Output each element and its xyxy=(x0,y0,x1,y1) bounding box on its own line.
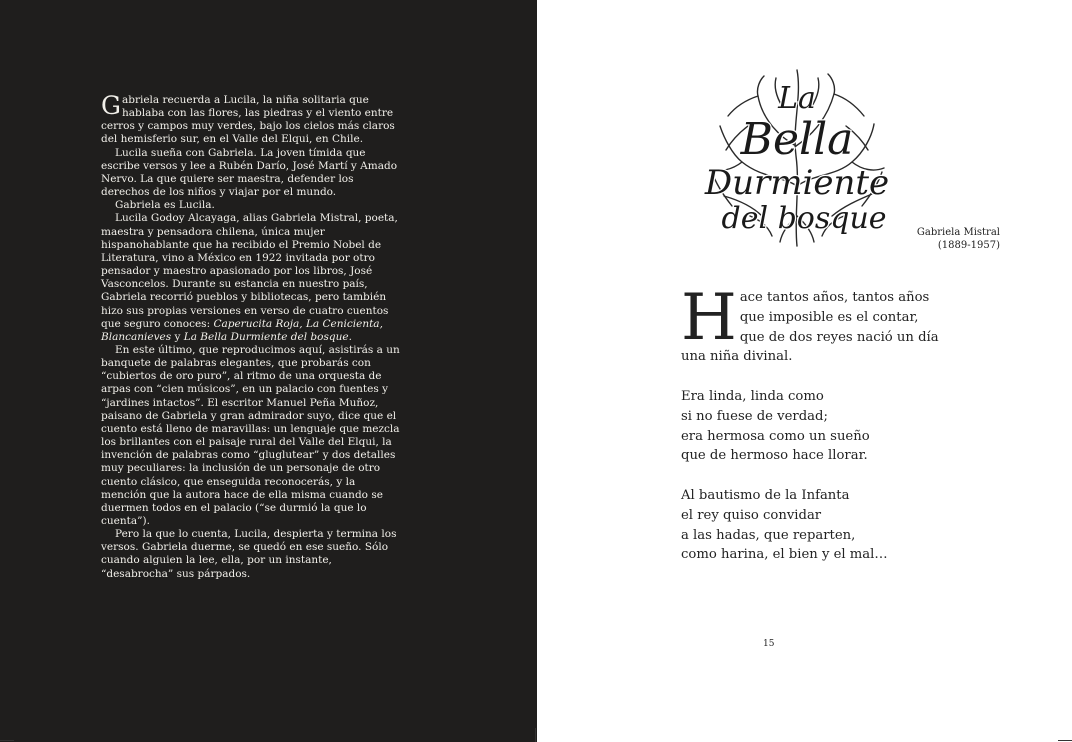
verse-line: que de hermoso hace llorar. xyxy=(681,448,868,464)
intro-paragraph-4-text: Lucila Godoy Alcayaga, alias Gabriela Mistral, poeta, maestra y pensadora chilena, única mujer hispanohablante que ha recibido el Premio Nobel de Literatura, vino a México en 1922 invitada por otro pensador y maestro apasionado por los libros, José Vasconcelos. Durante su estancia en nuestro país, Gabriela recorrió pueblos y bibliotecas, pero también hizo sus propias versiones en verso de cuatro cuentos que seguro conoces: xyxy=(101,212,398,330)
intro-paragraph-4 xyxy=(101,212,401,344)
poem xyxy=(681,281,981,585)
stanza-1 xyxy=(681,281,981,367)
book-titles: Caperucita Roja, La Cenicienta, Blancanieves xyxy=(101,317,383,343)
crop-mark-center xyxy=(535,728,536,742)
intro-period: . xyxy=(348,330,352,343)
verse-line: si no fuese de verdad; xyxy=(681,408,828,424)
verse-line: Era linda, linda como xyxy=(681,388,824,404)
author-credit xyxy=(917,226,1000,252)
intro-dropcap: G xyxy=(101,91,121,120)
verse-line: que imposible es el contar, xyxy=(739,309,919,325)
intro-paragraph-2: Lucila sueña con Gabriela. La joven tímida que escribe versos y lee a Rubén Darío, José Martí y Amado Nervo. La que quiere ser maestra, defender los derechos de los niños y viajar por el mundo. xyxy=(101,146,398,199)
verse-line: una niña divinal. xyxy=(681,349,793,365)
author-name: Gabriela Mistral xyxy=(916,227,1000,238)
crop-mark-left xyxy=(0,740,14,741)
author-years: (1889-1957) xyxy=(937,240,1000,251)
verse-line: como harina, el bien y el mal… xyxy=(681,547,888,563)
intro-text xyxy=(101,91,401,581)
poem-dropcap: H xyxy=(681,281,737,355)
intro-paragraph-1-text: abriela recuerda a Lucila, la niña solitaria que hablaba con las flores, las piedras y el viento entre cerros y campos muy verdes, bajo los cielos más claros del hemisferio sur, en el Valle del Elqui, en Chile. xyxy=(101,94,395,146)
intro-paragraph-3: Gabriela es Lucila. xyxy=(115,199,215,212)
intro-paragraph-1 xyxy=(101,91,401,147)
verse-line: a las hadas, que reparten, xyxy=(681,527,856,543)
intro-conjunction: y xyxy=(171,330,184,343)
verse-line: el rey quiso convidar xyxy=(681,507,822,523)
title-line-3: Durmiente xyxy=(704,163,890,203)
verse-line: ace tantos años, tantos años xyxy=(739,290,930,305)
intro-paragraph-6: Pero la que lo cuenta, Lucila, despierta y termina los versos. Gabriela duerme, se quedó en ese sueño. Sólo cuando alguien la lee, ella, por un instante, “desabrocha” sus párpados. xyxy=(101,528,397,580)
crop-mark-right xyxy=(1058,740,1072,741)
verse-line: era hermosa como un sueño xyxy=(681,428,870,444)
title-illustration xyxy=(702,66,892,248)
title-line-2: Bella xyxy=(740,114,854,165)
stanza-2 xyxy=(681,387,981,466)
verse-line: Al bautismo de la Infanta xyxy=(681,487,850,503)
title-lettering xyxy=(704,81,889,236)
intro-paragraph-5: En este último, que reproducimos aquí, asistirás a un banquete de palabras elegantes, que probarás con “cubiertos de oro puro”, al ritmo de una orquesta de arpas con “cien músicos”, en un palacio con fuentes y “jardines intactos”. El escritor Manuel Peña Muñoz, paisano de Gabriela y gran admirador suyo, dice que el cuento está lleno de maravillas: un lenguaje que mezcla los brillantes con el paisaje rural del Valle del Elqui, la invención de palabras como “gluglutear” y dos detalles muy peculiares: la inclusión de un personaje de otro cuento clásico, que enseguida reconocerás, y la mención que la autora hace de ella misma cuando se duermen todos en el palacio (“se durmió la que lo cuenta”). xyxy=(101,343,400,527)
verse-line: que de dos reyes nació un día xyxy=(739,329,939,345)
stanza-3 xyxy=(681,486,981,565)
page-number: 15 xyxy=(763,639,775,649)
title-line-4: del bosque xyxy=(721,201,887,236)
title-line-1: La xyxy=(778,81,816,116)
book-title-bella-durmiente: La Bella Durmiente del bosque xyxy=(183,330,349,343)
